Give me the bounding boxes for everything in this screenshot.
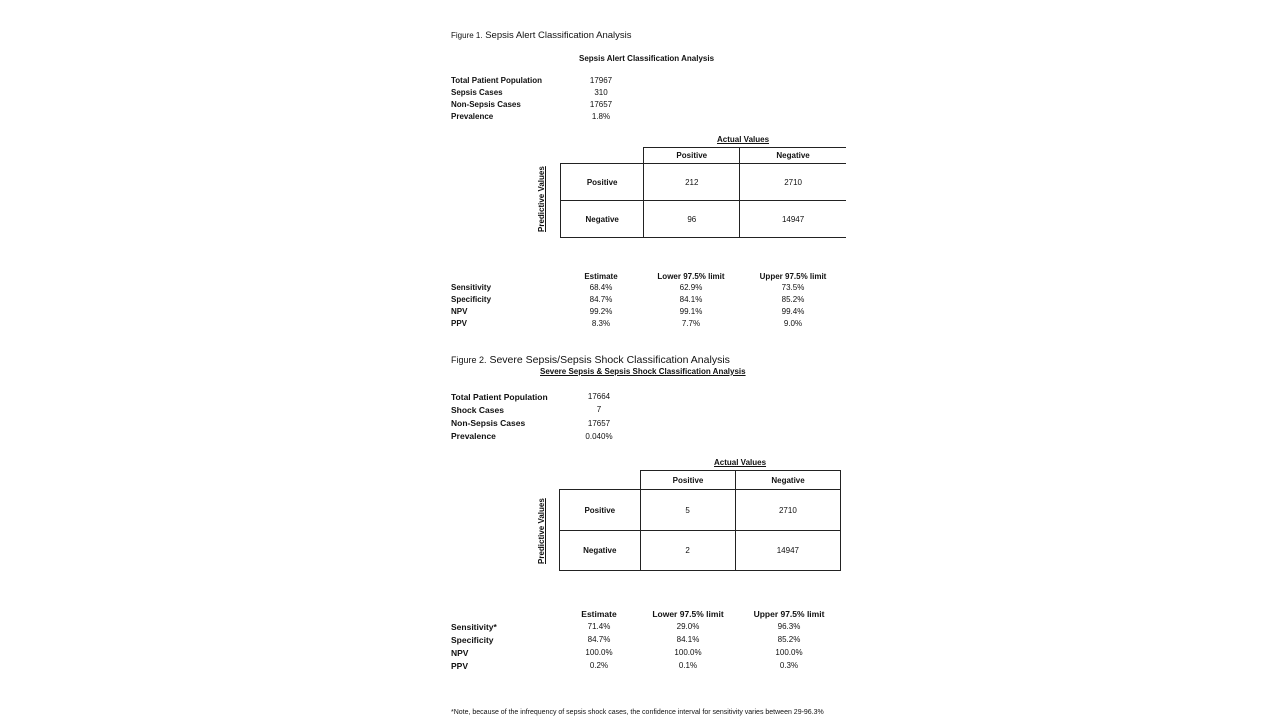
fig1-actual-values-label: Actual Values xyxy=(717,135,770,144)
fig2-summary-label-prevalence: Prevalence xyxy=(451,431,496,441)
fig1-summary-value-total: 17967 xyxy=(589,76,613,85)
fig2-stats-cell: 100.0% xyxy=(775,648,803,657)
fig1-summary-label-nonsepsis: Non-Sepsis Cases xyxy=(451,100,521,109)
fig2-row-positive: Positive xyxy=(560,490,641,531)
fig1-stats-cell: 9.0% xyxy=(783,319,803,328)
fig2-stats-cell: 85.2% xyxy=(777,635,801,644)
fig2-stats-cell: 71.4% xyxy=(587,622,611,631)
fig1-row-positive: Positive xyxy=(561,164,644,201)
fig2-confusion-header xyxy=(640,470,841,490)
figure-2-caption-text: Severe Sepsis/Sepsis Shock Classification Analysis xyxy=(489,354,730,366)
fig1-stats-row-label: PPV xyxy=(451,319,468,328)
fig2-stats-cell: 96.3% xyxy=(777,622,801,631)
fig2-summary-label-shock: Shock Cases xyxy=(451,405,504,415)
fig2-stats-header-estimate: Estimate xyxy=(581,609,617,619)
fig1-stats-cell: 68.4% xyxy=(589,283,613,292)
fig2-stats-header-lower: Lower 97.5% limit xyxy=(652,609,724,619)
fig1-summary-label-sepsis: Sepsis Cases xyxy=(451,88,503,97)
figure-1-caption-text: Sepsis Alert Classification Analysis xyxy=(485,30,632,41)
fig1-stats-header-estimate: Estimate xyxy=(584,272,618,281)
fig1-cell-tn: 14947 xyxy=(740,201,846,238)
fig1-stats-row-label: Specificity xyxy=(451,295,492,304)
fig2-col-positive: Positive xyxy=(641,471,736,490)
figure-1-title: Sepsis Alert Classification Analysis xyxy=(579,54,715,63)
fig2-confusion-matrix xyxy=(559,489,841,571)
fig2-stats-cell: 0.1% xyxy=(678,661,698,670)
fig2-predictive-values-label: Predictive Values xyxy=(537,498,546,564)
fig2-summary-label-nonsepsis: Non-Sepsis Cases xyxy=(451,418,526,428)
fig2-stats-cell: 84.7% xyxy=(587,635,611,644)
fig1-stats-row-label: Sensitivity xyxy=(451,283,492,292)
figure-2-title: Severe Sepsis & Sepsis Shock Classification Analysis xyxy=(540,367,746,376)
fig2-summary-value-nonsepsis: 17657 xyxy=(587,419,611,428)
fig2-summary-value-shock: 7 xyxy=(596,405,602,414)
fig1-summary-label-total: Total Patient Population xyxy=(451,76,542,85)
fig2-stats-cell: 0.3% xyxy=(779,661,799,670)
fig2-stats-cell: 100.0% xyxy=(585,648,613,657)
fig2-row-negative: Negative xyxy=(560,531,641,571)
fig2-summary-value-total: 17664 xyxy=(587,392,611,401)
fig1-stats-cell: 73.5% xyxy=(781,283,805,292)
fig1-cell-fp: 2710 xyxy=(740,164,846,201)
fig1-stats-cell: 84.7% xyxy=(589,295,613,304)
figure-1-caption-prefix: Figure 1. xyxy=(451,31,483,40)
fig1-confusion-matrix xyxy=(560,147,846,238)
fig2-summary-label-total: Total Patient Population xyxy=(451,392,548,402)
fig1-stats-cell: 85.2% xyxy=(781,295,805,304)
figure-2-caption-prefix: Figure 2. xyxy=(451,355,487,365)
fig2-stats-cell: 0.2% xyxy=(589,661,609,670)
fig2-cell-fn: 2 xyxy=(640,531,735,571)
fig1-cell-fn: 96 xyxy=(644,201,740,238)
fig1-predictive-values-label: Predictive Values xyxy=(537,166,546,232)
fig1-summary-label-prevalence: Prevalence xyxy=(451,112,494,121)
fig2-col-negative: Negative xyxy=(736,471,841,490)
fig1-stats-cell: 99.4% xyxy=(781,307,805,316)
fig1-stats-header-upper: Upper 97.5% limit xyxy=(759,272,827,281)
fig1-stats-cell: 62.9% xyxy=(679,283,703,292)
fig1-summary-value-prevalence: 1.8% xyxy=(591,112,611,121)
fig1-col-positive: Positive xyxy=(644,148,740,164)
fig2-stats-row-label: PPV xyxy=(451,661,469,671)
fig2-stats-cell: 84.1% xyxy=(676,635,700,644)
fig2-stats-cell: 100.0% xyxy=(674,648,702,657)
fig2-cell-tp: 5 xyxy=(640,490,735,531)
fig2-actual-values-label: Actual Values xyxy=(714,458,767,467)
fig2-stats-row-label: NPV xyxy=(451,648,469,658)
fig2-cell-fp: 2710 xyxy=(735,490,840,531)
fig1-stats-cell: 7.7% xyxy=(681,319,701,328)
fig2-stats-header-upper: Upper 97.5% limit xyxy=(753,609,825,619)
fig1-cell-tp: 212 xyxy=(644,164,740,201)
fig1-stats-cell: 99.1% xyxy=(679,307,703,316)
fig1-summary-value-sepsis: 310 xyxy=(594,88,608,97)
fig2-stats-row-label: Specificity xyxy=(451,635,494,645)
fig2-summary-value-prevalence: 0.040% xyxy=(585,432,613,441)
fig1-stats-row-label: NPV xyxy=(451,307,468,316)
fig1-stats-header-lower: Lower 97.5% limit xyxy=(657,272,725,281)
fig2-stats-cell: 29.0% xyxy=(676,622,700,631)
fig1-summary-value-nonsepsis: 17657 xyxy=(589,100,613,109)
fig1-stats-cell: 84.1% xyxy=(679,295,703,304)
fig1-stats-cell: 99.2% xyxy=(589,307,613,316)
figure-2-caption xyxy=(451,354,730,366)
fig2-cell-tn: 14947 xyxy=(735,531,840,571)
fig1-row-negative: Negative xyxy=(561,201,644,238)
figure-1-caption xyxy=(451,30,631,41)
fig1-stats-cell: 8.3% xyxy=(591,319,611,328)
fig1-col-negative: Negative xyxy=(740,148,846,164)
fig2-stats-row-label: Sensitivity* xyxy=(451,622,497,632)
footnote: *Note, because of the infrequency of sepsis shock cases, the confidence interval for sensitivity varies between 29-96.3% xyxy=(451,709,824,716)
